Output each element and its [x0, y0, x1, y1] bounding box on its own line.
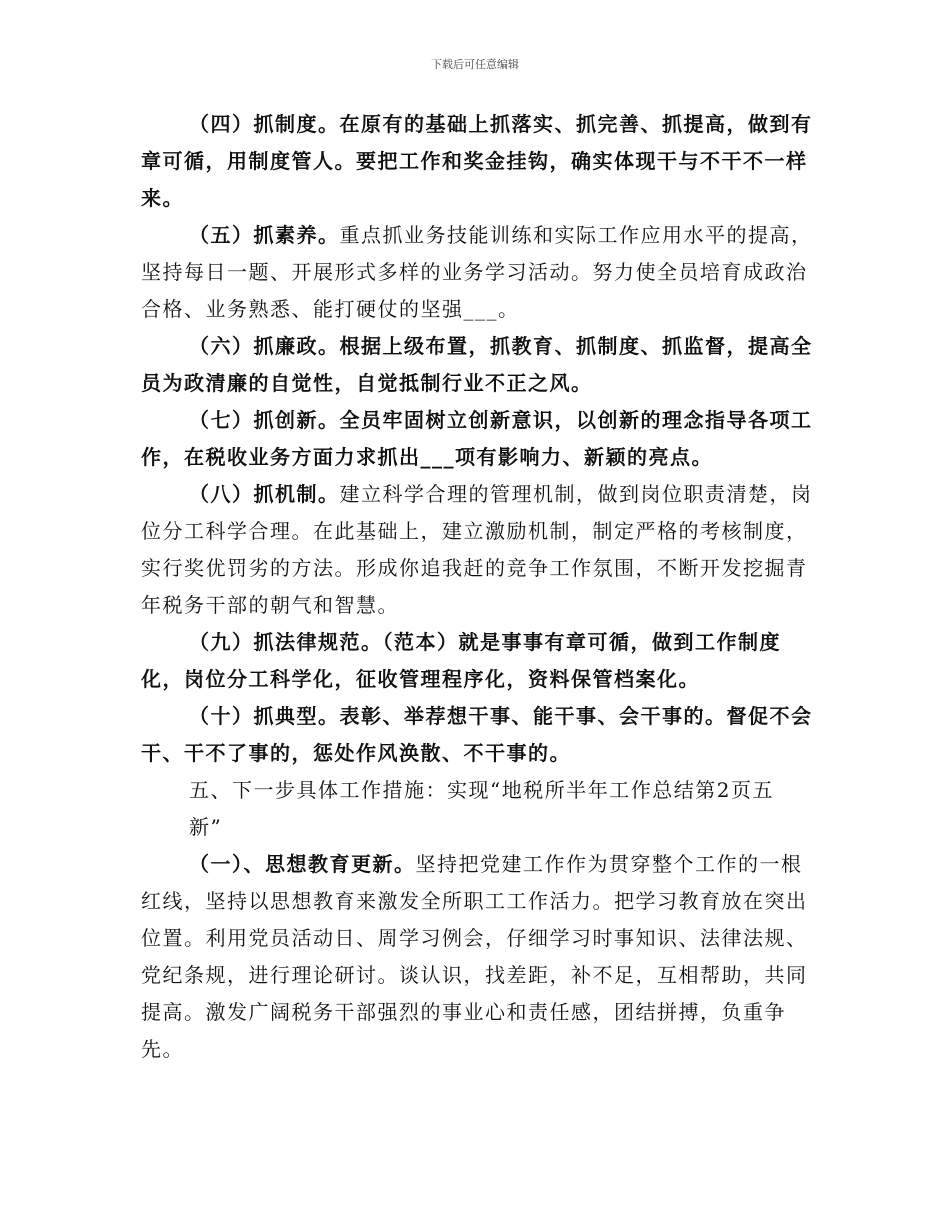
- document-body: [141, 106, 821, 1068]
- paragraph-mechanism: [141, 476, 821, 624]
- paragraph-text: 根据上级布置，抓教育、抓制度、抓监督，提高全员为政清廉的自觉性，自觉抵制行业不正之风。: [141, 334, 813, 395]
- paragraph-lead: （五）抓素养。: [189, 223, 340, 247]
- paragraph-lead: （一）、思想教育更新。: [189, 852, 416, 876]
- paragraph-text: 建立科学合理的管理机制，做到岗位职责清楚，岗位分工科学合理。在此基础上，建立激励机制，制定严格的考核制度，实行奖优罚劣的方法。形成你追我赶的竞争工作氛围，不断开发挖掘青年税务干部的朝气和智慧。: [141, 482, 813, 617]
- paragraph-text: 坚持把党建工作作为贯穿整个工作的一根红线，坚持以思想教育来激发全所职工工作活力。把学习教育放在突出位置。利用党员活动日、周学习例会，仔细学习时事知识、法律法规、党纪条规，进行理论研讨。谈认识，找差距，补不足，互相帮助，共同提高。激发广阔税务干部强烈的事业心和责任感，团结拼搏，负重争先。: [141, 852, 808, 1061]
- page-header: 下载后可任意编辑: [431, 58, 519, 71]
- paragraph-text: 在原有的基础上抓落实、抓完善、抓提高，做到有章可循，用制度管人。要把工作和奖金挂钩，确实体现干与不干不一样来。: [141, 112, 813, 210]
- paragraph-text: 全员牢固树立创新意识，以创新的理念指导各项工作，在税收业务方面力求抓出___项有影响力、新颖的亮点。: [141, 408, 813, 469]
- paragraph-lead: （十）抓典型。: [189, 704, 340, 728]
- paragraph-text: 重点抓业务技能训练和实际工作应用水平的提高，坚持每日一题、开展形式多样的业务学习活动。努力使全员培育成政治合格、业务熟悉、能打硬仗的坚强___。: [141, 223, 813, 321]
- paragraph-text: （范本）就是事事有章可循，做到工作制度化，岗位分工科学化，征收管理程序化，资料保管档案化。: [141, 630, 781, 691]
- paragraph-system: [141, 106, 821, 217]
- paragraph-quality: [141, 217, 821, 328]
- paragraph-lead: （四）抓制度。: [189, 112, 340, 136]
- paragraph-text: 表彰、举荐想干事、能干事、会干事的。督促不会干、干不了事的，惩处作风涣散、不干事的。: [141, 704, 813, 765]
- paragraph-innovation: [141, 402, 821, 476]
- paragraph-legal-norms: [141, 624, 821, 698]
- paragraph-ideological-education: [141, 846, 821, 1068]
- paragraph-lead: （六）抓廉政。: [189, 334, 340, 358]
- section-heading: 五、下一步具体工作措施：实现“地税所半年工作总结第2页五新”: [189, 778, 774, 839]
- paragraph-lead: （八）抓机制。: [189, 482, 340, 506]
- paragraph-lead: （七）抓创新。: [189, 408, 340, 432]
- paragraph-lead: （九）抓法律规范。: [189, 630, 383, 654]
- paragraph-integrity: [141, 328, 821, 402]
- paragraph-models: [141, 698, 821, 772]
